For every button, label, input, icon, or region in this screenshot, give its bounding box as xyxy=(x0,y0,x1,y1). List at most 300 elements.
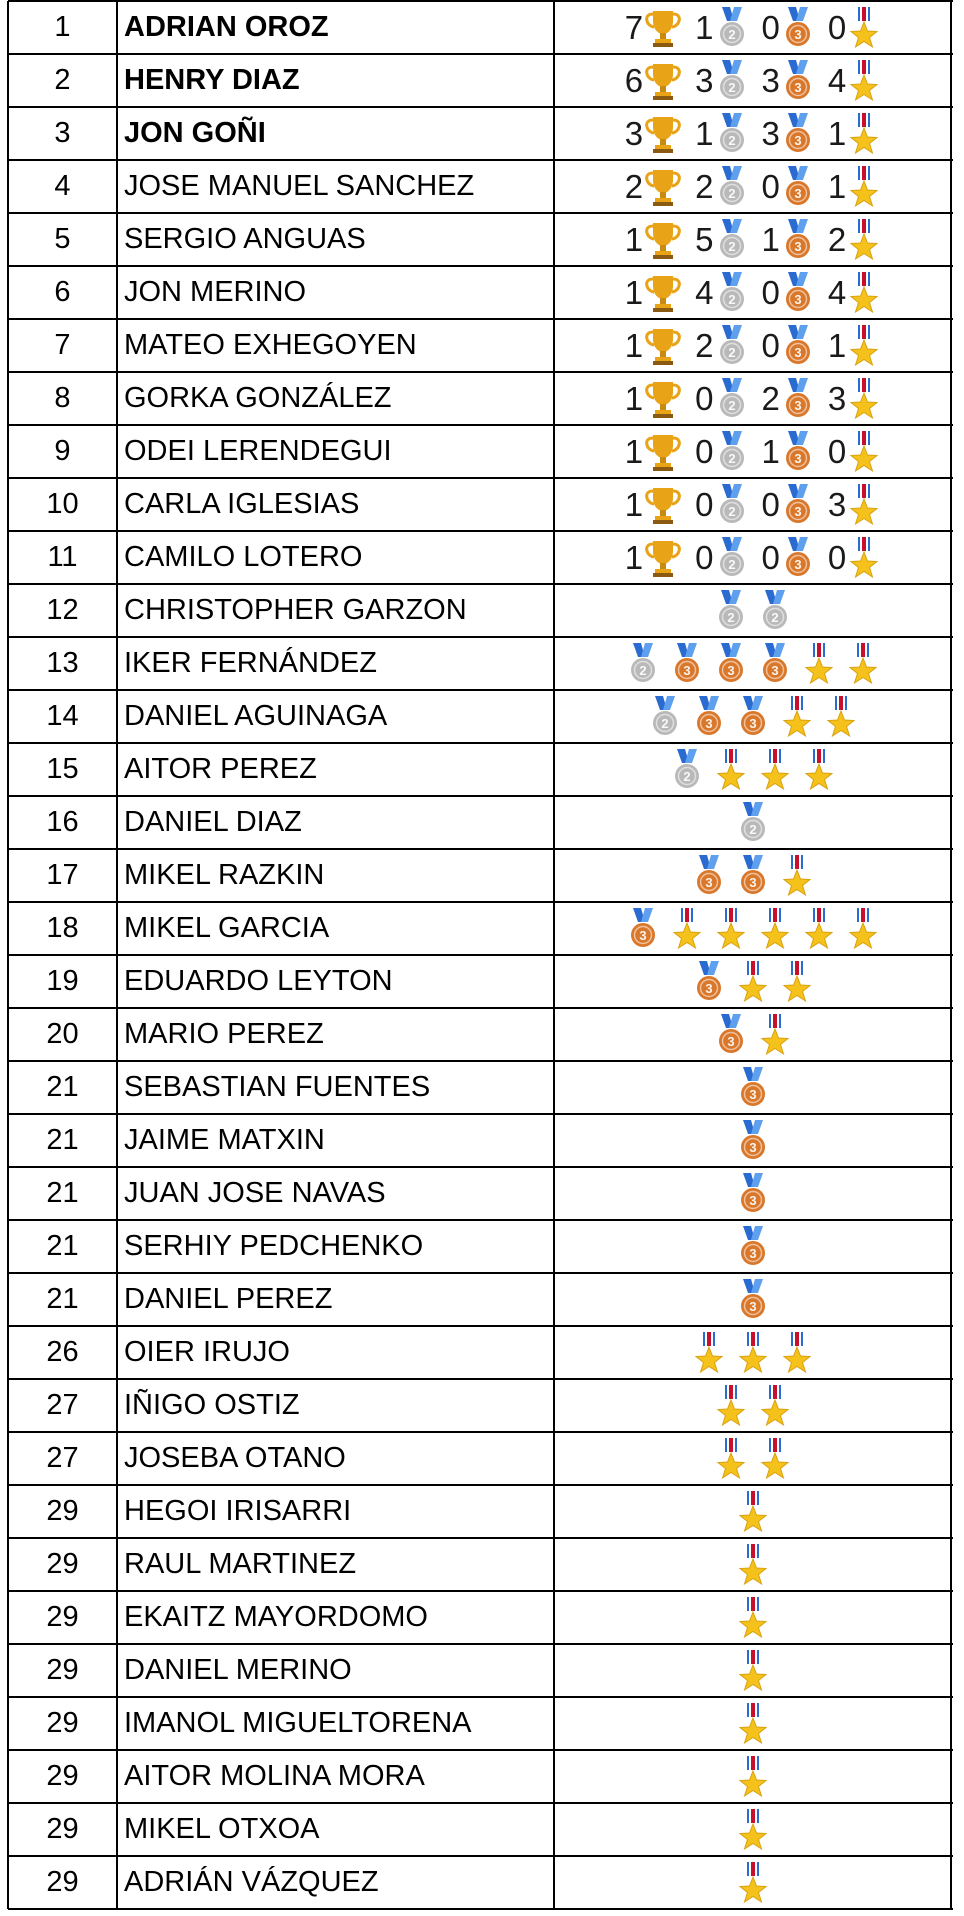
bronze-count xyxy=(761,324,815,368)
table-row xyxy=(0,637,964,690)
grid-line xyxy=(8,0,953,2)
rank-cell: 13 xyxy=(46,647,79,679)
player-name-cell: GORKA GONZÁLEZ xyxy=(124,382,392,414)
military-medal-icon xyxy=(731,1702,775,1746)
military-medal-icon xyxy=(731,1861,775,1905)
svg-text:2: 2 xyxy=(727,26,736,42)
military-medal-icon xyxy=(847,218,881,262)
table-row xyxy=(0,1220,964,1273)
count-value: 0 xyxy=(761,538,780,576)
rank-cell: 9 xyxy=(54,435,71,467)
player-name-cell: DANIEL PEREZ xyxy=(124,1283,333,1315)
bronze-medal-icon xyxy=(709,642,753,686)
svg-text:3: 3 xyxy=(794,185,802,201)
medals-cell xyxy=(554,1326,951,1379)
bronze-count xyxy=(761,483,815,527)
table-row xyxy=(0,531,964,584)
grid-line xyxy=(8,1749,953,1751)
table-row xyxy=(0,584,964,637)
player-name-cell: MARIO PEREZ xyxy=(124,1018,324,1050)
trophy-count xyxy=(624,272,682,314)
medals-cell xyxy=(554,1644,951,1697)
medals-cell xyxy=(554,1803,951,1856)
military-medal-icon xyxy=(753,1013,797,1057)
count-value: 3 xyxy=(761,114,780,152)
rank-cell: 26 xyxy=(46,1336,79,1368)
medals-cell xyxy=(554,1273,951,1326)
svg-text:3: 3 xyxy=(704,874,713,890)
grid-line xyxy=(8,1802,953,1804)
silver-medal-icon xyxy=(715,430,749,474)
military-medal-icon xyxy=(847,59,881,103)
silver-medal-icon xyxy=(731,801,775,845)
svg-text:3: 3 xyxy=(748,715,757,731)
trophy-icon xyxy=(644,484,682,526)
svg-text:3: 3 xyxy=(748,1298,757,1314)
table-row xyxy=(0,1750,964,1803)
count-value: 2 xyxy=(827,220,847,258)
trophy-icon xyxy=(644,325,682,367)
svg-text:2: 2 xyxy=(727,79,736,95)
count-value: 1 xyxy=(624,379,644,417)
table-row xyxy=(0,1167,964,1220)
count-value: 1 xyxy=(827,167,847,205)
table-row xyxy=(0,213,964,266)
table-row xyxy=(0,1326,964,1379)
count-value: 0 xyxy=(761,8,780,46)
grid-line xyxy=(8,1219,953,1221)
bronze-medal-icon xyxy=(731,1119,775,1163)
military-medal-icon xyxy=(797,748,841,792)
military-medal-icon xyxy=(775,854,819,898)
silver-medal-icon xyxy=(643,695,687,739)
count-value: 1 xyxy=(624,220,644,258)
player-name-cell: DANIEL AGUINAGA xyxy=(124,700,388,732)
count-value: 3 xyxy=(827,379,847,417)
table-row xyxy=(0,1432,964,1485)
bronze-medal-icon xyxy=(753,642,797,686)
player-name-cell: ODEI LERENDEGUI xyxy=(124,435,392,467)
count-value: 1 xyxy=(761,432,780,470)
bronze-medal-icon xyxy=(781,430,815,474)
grid-line xyxy=(8,1007,953,1009)
trophy-count xyxy=(624,537,682,579)
bronze-medal-icon xyxy=(709,1013,753,1057)
count-value: 0 xyxy=(827,432,847,470)
player-name-cell: IÑIGO OSTIZ xyxy=(124,1389,300,1421)
count-value: 1 xyxy=(761,220,780,258)
silver-medal-icon xyxy=(715,218,749,262)
rank-cell: 10 xyxy=(46,488,79,520)
military-medal-icon xyxy=(731,1543,775,1587)
count-value: 1 xyxy=(695,114,714,152)
military-medal-icon xyxy=(847,324,881,368)
svg-text:2: 2 xyxy=(727,291,736,307)
table-row xyxy=(0,1856,964,1909)
rank-cell: 8 xyxy=(54,382,71,414)
player-name-cell: ADRIAN OROZ xyxy=(124,11,329,43)
svg-text:3: 3 xyxy=(748,874,757,890)
player-name-cell: RAUL MARTINEZ xyxy=(124,1548,357,1580)
count-value: 0 xyxy=(695,379,714,417)
military-medal-icon xyxy=(847,430,881,474)
grid-line xyxy=(8,1908,953,1910)
bronze-medal-icon xyxy=(665,642,709,686)
count-value: 2 xyxy=(695,167,714,205)
grid-line xyxy=(116,1,118,1909)
svg-text:2: 2 xyxy=(682,768,691,784)
trophy-count xyxy=(624,113,682,155)
table-row xyxy=(0,1061,964,1114)
silver-medal-icon xyxy=(715,165,749,209)
silver-count xyxy=(694,112,748,156)
medals-cell xyxy=(554,425,951,478)
count-value: 7 xyxy=(624,8,644,46)
medals-cell xyxy=(554,1167,951,1220)
trophy-icon xyxy=(644,113,682,155)
svg-text:3: 3 xyxy=(794,291,802,307)
table-row xyxy=(0,425,964,478)
bronze-medal-icon xyxy=(781,165,815,209)
military-medal-icon xyxy=(847,165,881,209)
svg-text:3: 3 xyxy=(682,662,691,678)
medals-cell xyxy=(554,1220,951,1273)
bronze-count xyxy=(761,6,815,50)
bronze-medal-icon xyxy=(781,6,815,50)
trophy-icon xyxy=(644,60,682,102)
table-row xyxy=(0,849,964,902)
grid-line xyxy=(8,1537,953,1539)
grid-line xyxy=(8,1060,953,1062)
military-medal-icon xyxy=(709,1437,753,1481)
table-row xyxy=(0,1803,964,1856)
bronze-count xyxy=(761,218,815,262)
medals-cell xyxy=(554,955,951,1008)
grid-line xyxy=(8,1484,953,1486)
count-value: 0 xyxy=(761,273,780,311)
player-name-cell: JUAN JOSE NAVAS xyxy=(124,1177,386,1209)
grid-line xyxy=(8,1378,953,1380)
bronze-medal-icon xyxy=(731,854,775,898)
table-row xyxy=(0,1,964,54)
bronze-count xyxy=(761,112,815,156)
military-medal-icon xyxy=(847,112,881,156)
rank-cell: 21 xyxy=(46,1230,79,1262)
player-name-cell: AITOR MOLINA MORA xyxy=(124,1760,425,1792)
medals-cell xyxy=(554,796,951,849)
player-name-cell: MATEO EXHEGOYEN xyxy=(124,329,417,361)
military-medal-icon xyxy=(819,695,863,739)
table-row xyxy=(0,743,964,796)
silver-count xyxy=(694,165,748,209)
svg-text:2: 2 xyxy=(660,715,669,731)
grid-line xyxy=(8,318,953,320)
grid-line xyxy=(8,530,953,532)
star-count xyxy=(827,271,881,315)
medals-cell xyxy=(554,1697,951,1750)
rank-cell: 20 xyxy=(46,1018,79,1050)
table-row xyxy=(0,54,964,107)
count-value: 1 xyxy=(624,538,644,576)
silver-count xyxy=(694,218,748,262)
military-medal-icon xyxy=(753,1384,797,1428)
table-row xyxy=(0,478,964,531)
military-medal-icon xyxy=(731,1755,775,1799)
silver-count xyxy=(694,324,748,368)
rank-cell: 18 xyxy=(46,912,79,944)
player-name-cell: MIKEL OTXOA xyxy=(124,1813,320,1845)
bronze-medal-icon xyxy=(687,695,731,739)
medals-cell xyxy=(554,266,951,319)
rank-cell: 29 xyxy=(46,1548,79,1580)
medals-cell xyxy=(554,743,951,796)
player-name-cell: JOSE MANUEL SANCHEZ xyxy=(124,170,475,202)
military-medal-icon xyxy=(731,960,775,1004)
medals-cell xyxy=(554,1485,951,1538)
svg-text:3: 3 xyxy=(638,927,647,943)
player-name-cell: CARLA IGLESIAS xyxy=(124,488,360,520)
silver-medal-icon xyxy=(715,59,749,103)
svg-text:3: 3 xyxy=(748,1086,757,1102)
military-medal-icon xyxy=(709,1384,753,1428)
trophy-count xyxy=(624,219,682,261)
bronze-medal-icon xyxy=(731,1172,775,1216)
svg-text:3: 3 xyxy=(794,503,802,519)
medals-cell xyxy=(554,690,951,743)
grid-line xyxy=(8,265,953,267)
rank-cell: 14 xyxy=(46,700,79,732)
count-value: 0 xyxy=(695,538,714,576)
trophy-count xyxy=(624,325,682,367)
player-name-cell: CHRISTOPHER GARZON xyxy=(124,594,467,626)
grid-line xyxy=(8,53,953,55)
military-medal-icon xyxy=(841,907,885,951)
table-row xyxy=(0,319,964,372)
grid-line xyxy=(8,106,953,108)
trophy-count xyxy=(624,484,682,526)
svg-text:2: 2 xyxy=(727,556,736,572)
bronze-medal-icon xyxy=(621,907,665,951)
player-name-cell: JAIME MATXIN xyxy=(124,1124,325,1156)
bronze-medal-icon xyxy=(781,218,815,262)
rank-cell: 29 xyxy=(46,1707,79,1739)
svg-text:3: 3 xyxy=(770,662,779,678)
rank-cell: 29 xyxy=(46,1601,79,1633)
svg-text:3: 3 xyxy=(726,1033,735,1049)
rank-cell: 5 xyxy=(54,223,71,255)
grid-line xyxy=(8,1855,953,1857)
bronze-medal-icon xyxy=(731,1066,775,1110)
table-row xyxy=(0,796,964,849)
silver-medal-icon xyxy=(715,324,749,368)
military-medal-icon xyxy=(731,1331,775,1375)
player-name-cell: JON MERINO xyxy=(124,276,307,308)
rank-cell: 27 xyxy=(46,1442,79,1474)
count-value: 0 xyxy=(761,485,780,523)
silver-count xyxy=(694,377,748,421)
table-row xyxy=(0,690,964,743)
grid-line xyxy=(8,371,953,373)
bronze-medal-icon xyxy=(781,59,815,103)
rank-cell: 11 xyxy=(47,541,78,573)
grid-line xyxy=(7,1,9,1909)
table-row xyxy=(0,1273,964,1326)
medals-cell xyxy=(554,1856,951,1909)
rank-cell: 21 xyxy=(46,1283,79,1315)
player-name-cell: JOSEBA OTANO xyxy=(124,1442,346,1474)
count-value: 3 xyxy=(761,61,780,99)
svg-text:2: 2 xyxy=(727,503,736,519)
military-medal-icon xyxy=(753,748,797,792)
rank-cell: 6 xyxy=(54,276,71,308)
grid-line xyxy=(8,636,953,638)
silver-medal-icon xyxy=(715,483,749,527)
svg-text:3: 3 xyxy=(794,26,802,42)
grid-line xyxy=(8,1166,953,1168)
bronze-medal-icon xyxy=(731,1278,775,1322)
trophy-count xyxy=(624,7,682,49)
bronze-medal-icon xyxy=(781,536,815,580)
grid-line xyxy=(8,1696,953,1698)
count-value: 0 xyxy=(695,485,714,523)
rank-cell: 4 xyxy=(54,170,71,202)
star-count xyxy=(827,377,881,421)
table-row xyxy=(0,160,964,213)
count-value: 1 xyxy=(624,485,644,523)
medals-cell xyxy=(554,584,951,637)
medals-cell xyxy=(554,319,951,372)
military-medal-icon xyxy=(841,642,885,686)
medals-cell xyxy=(554,372,951,425)
rank-cell: 27 xyxy=(46,1389,79,1421)
rank-cell: 29 xyxy=(46,1495,79,1527)
count-value: 4 xyxy=(695,273,714,311)
bronze-medal-icon xyxy=(781,324,815,368)
grid-line xyxy=(8,1643,953,1645)
military-medal-icon xyxy=(753,907,797,951)
silver-count xyxy=(694,6,748,50)
grid-line xyxy=(553,1,555,1909)
svg-text:2: 2 xyxy=(638,662,647,678)
military-medal-icon xyxy=(797,907,841,951)
rank-cell: 19 xyxy=(46,965,79,997)
bronze-medal-icon xyxy=(781,483,815,527)
military-medal-icon xyxy=(847,6,881,50)
count-value: 3 xyxy=(624,114,644,152)
table-row xyxy=(0,372,964,425)
silver-medal-icon xyxy=(621,642,665,686)
count-value: 2 xyxy=(695,326,714,364)
player-name-cell: MIKEL RAZKIN xyxy=(124,859,325,891)
trophy-icon xyxy=(644,166,682,208)
player-name-cell: DANIEL DIAZ xyxy=(124,806,302,838)
rank-cell: 29 xyxy=(46,1654,79,1686)
star-count xyxy=(827,483,881,527)
military-medal-icon xyxy=(847,536,881,580)
trophy-count xyxy=(624,378,682,420)
player-name-cell: AITOR PEREZ xyxy=(124,753,317,785)
medals-cell xyxy=(554,531,951,584)
military-medal-icon xyxy=(775,1331,819,1375)
bronze-count xyxy=(761,59,815,103)
rank-cell: 12 xyxy=(46,594,79,626)
military-medal-icon xyxy=(847,377,881,421)
military-medal-icon xyxy=(709,748,753,792)
svg-text:2: 2 xyxy=(727,132,736,148)
bronze-medal-icon xyxy=(781,377,815,421)
grid-line xyxy=(8,954,953,956)
svg-text:3: 3 xyxy=(794,450,802,466)
table-row xyxy=(0,1008,964,1061)
silver-medal-icon xyxy=(709,589,753,633)
bronze-medal-icon xyxy=(731,695,775,739)
table-row xyxy=(0,902,964,955)
count-value: 0 xyxy=(827,8,847,46)
grid-line xyxy=(8,1325,953,1327)
star-count xyxy=(827,324,881,368)
count-value: 0 xyxy=(761,167,780,205)
medals-cell xyxy=(554,1008,951,1061)
medals-cell xyxy=(554,1061,951,1114)
trophy-icon xyxy=(644,431,682,473)
military-medal-icon xyxy=(797,642,841,686)
grid-line xyxy=(8,159,953,161)
grid-line xyxy=(8,477,953,479)
medals-cell xyxy=(554,902,951,955)
grid-line xyxy=(8,212,953,214)
silver-medal-icon xyxy=(665,748,709,792)
military-medal-icon xyxy=(731,1808,775,1852)
rank-cell: 29 xyxy=(46,1813,79,1845)
player-name-cell: CAMILO LOTERO xyxy=(124,541,363,573)
svg-text:3: 3 xyxy=(794,556,802,572)
silver-count xyxy=(694,59,748,103)
bronze-count xyxy=(761,536,815,580)
player-name-cell: JON GOÑI xyxy=(124,117,266,149)
military-medal-icon xyxy=(665,907,709,951)
military-medal-icon xyxy=(731,1490,775,1534)
trophy-icon xyxy=(644,378,682,420)
svg-text:2: 2 xyxy=(748,821,757,837)
star-count xyxy=(827,112,881,156)
player-name-cell: EDUARDO LEYTON xyxy=(124,965,393,997)
star-count xyxy=(827,59,881,103)
table-row xyxy=(0,1485,964,1538)
military-medal-icon xyxy=(775,695,819,739)
military-medal-icon xyxy=(731,1649,775,1693)
grid-line xyxy=(8,1431,953,1433)
rank-cell: 16 xyxy=(46,806,79,838)
military-medal-icon xyxy=(847,483,881,527)
svg-text:2: 2 xyxy=(727,397,736,413)
medals-cell xyxy=(554,849,951,902)
medals-cell xyxy=(554,1538,951,1591)
grid-line xyxy=(8,1590,953,1592)
count-value: 4 xyxy=(827,61,847,99)
table-row xyxy=(0,1644,964,1697)
player-name-cell: SERHIY PEDCHENKO xyxy=(124,1230,424,1262)
medals-cell xyxy=(554,1379,951,1432)
bronze-medal-icon xyxy=(687,854,731,898)
bronze-count xyxy=(761,377,815,421)
player-name-cell: HEGOI IRISARRI xyxy=(124,1495,352,1527)
count-value: 1 xyxy=(624,432,644,470)
grid-line xyxy=(950,1,952,1909)
star-count xyxy=(827,430,881,474)
military-medal-icon xyxy=(687,1331,731,1375)
trophy-icon xyxy=(644,219,682,261)
grid-line xyxy=(8,424,953,426)
